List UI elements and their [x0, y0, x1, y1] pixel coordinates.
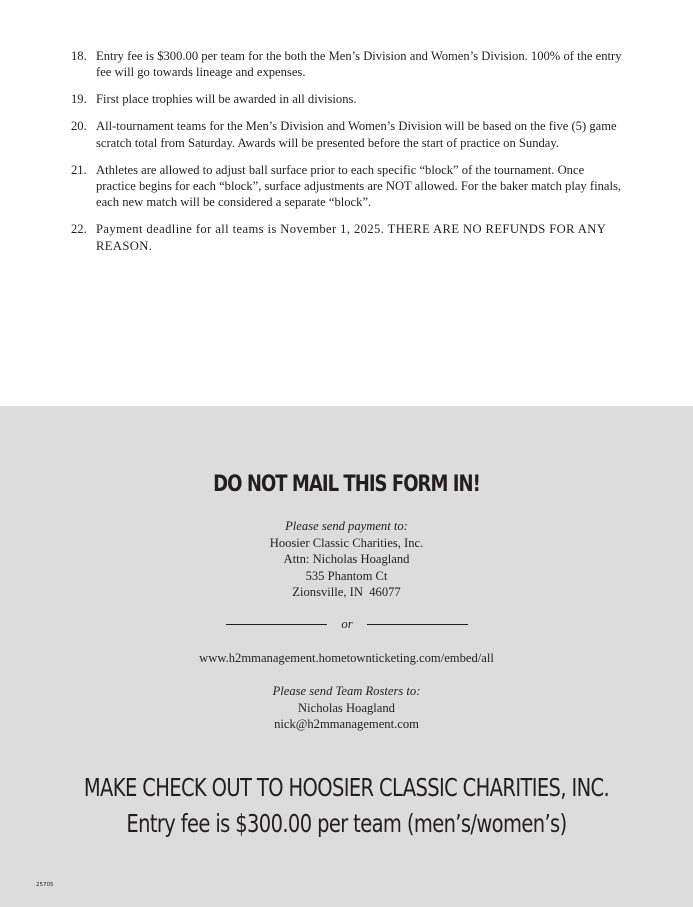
rule-item: [67, 221, 623, 254]
roster-name: Nicholas Hoagland: [298, 700, 395, 715]
entry-fee-line: Entry fee is $300.00 per team (men’s/women’s): [126, 809, 567, 838]
rule-text: First place trophies will be awarded in all divisions.: [96, 92, 357, 107]
rule-number: 22.: [71, 222, 87, 237]
roster-contact-block: [0, 683, 693, 733]
address-line: 535 Phantom Ct: [305, 568, 388, 583]
rules-list: [67, 48, 623, 265]
divider-line-left: [226, 624, 327, 625]
rule-item: [67, 118, 623, 151]
roster-label: Please send Team Rosters to:: [272, 684, 421, 698]
payment-label: Please send payment to:: [285, 519, 408, 533]
document-code: 25705: [36, 882, 54, 888]
payment-address-block: [0, 518, 693, 601]
do-not-mail-heading: DO NOT MAIL THIS FORM IN!: [213, 472, 480, 497]
rule-item: [67, 91, 623, 107]
address-line: Hoosier Classic Charities, Inc.: [269, 535, 424, 550]
rule-text: Athletes are allowed to adjust ball surface prior to each specific “block” of the tournament. Once practice begins for each “block”, surface adjustments are NOT allowed. For the baker match play finals, each new match will be considered a separate “block”.: [96, 162, 622, 210]
rule-item: [67, 162, 623, 211]
or-divider: [226, 617, 468, 632]
rule-text: All-tournament teams for the Men’s Division and Women’s Division will be based on the five (5) game scratch total from Saturday. Awards will be presented before the start of practice on Sunday.: [96, 119, 617, 150]
rule-item: [67, 48, 623, 81]
address-line: Attn: Nicholas Hoagland: [283, 552, 410, 567]
rule-number: 19.: [71, 92, 87, 107]
check-payable-line: MAKE CHECK OUT TO HOOSIER CLASSIC CHARITIES, INC.: [83, 773, 610, 802]
payment-info-panel: [0, 406, 693, 907]
rule-number: 18.: [71, 49, 87, 63]
roster-email[interactable]: nick@h2mmanagement.com: [274, 717, 419, 732]
rule-text: Payment deadline for all teams is November 1, 2025. THERE ARE NO REFUNDS FOR ANY REASON.: [96, 222, 606, 253]
or-label: or: [341, 617, 353, 631]
divider-line-right: [367, 624, 468, 625]
website-link[interactable]: www.h2mmanagement.hometownticketing.com/embed/all: [199, 651, 494, 665]
address-line: Zionsville, IN 46077: [292, 585, 401, 600]
rule-text: Entry fee is $300.00 per team for the both the Men’s Division and Women’s Division. 100% of the entry fee will go towards lineage and expenses.: [96, 49, 622, 80]
rule-number: 21.: [71, 162, 87, 177]
rule-number: 20.: [71, 119, 87, 134]
